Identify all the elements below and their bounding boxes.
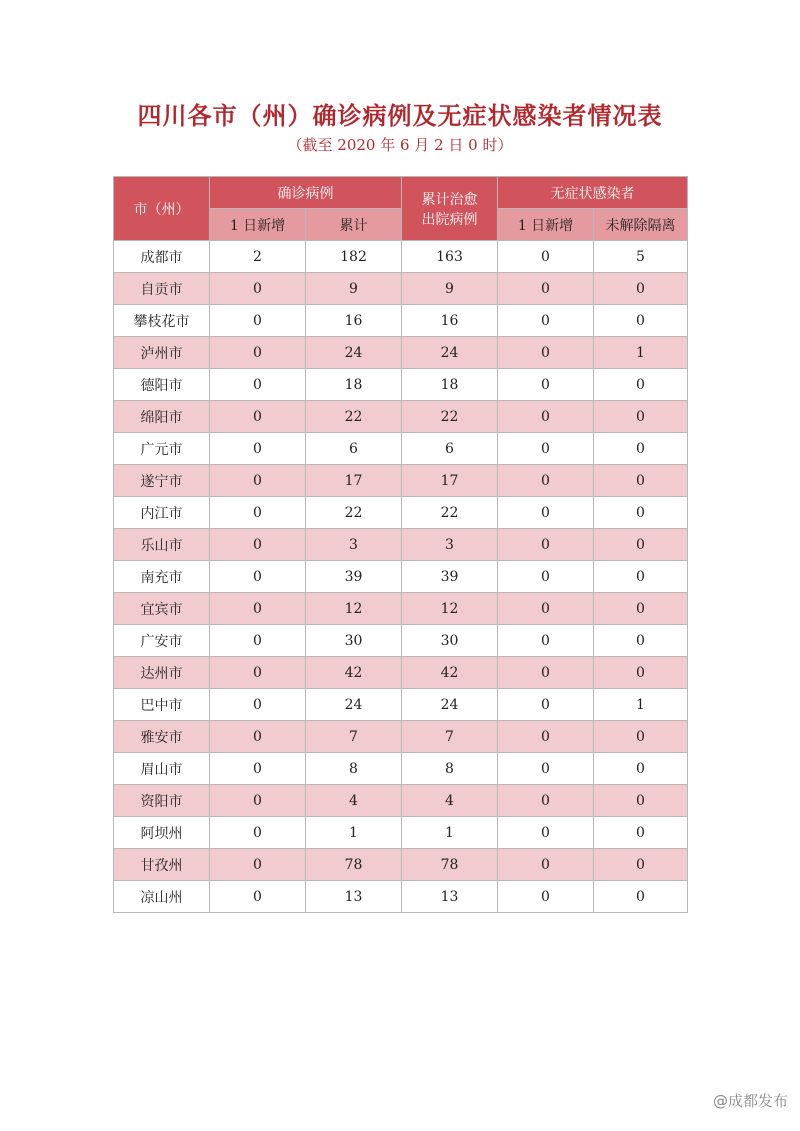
cell-city: 巴中市: [114, 689, 210, 721]
cell-confirmed-total: 182: [306, 241, 402, 273]
table-row: [114, 465, 688, 497]
cell-asym-new: 0: [498, 593, 594, 625]
cell-asym-new: 0: [498, 273, 594, 305]
table-row: [114, 657, 688, 689]
table-row: [114, 561, 688, 593]
cell-recovered: 30: [402, 625, 498, 657]
cell-confirmed-total: 4: [306, 785, 402, 817]
cell-asym-obs: 0: [594, 561, 688, 593]
cell-confirmed-new: 0: [210, 273, 306, 305]
header-asymptomatic: 无症状感染者: [498, 177, 688, 209]
cell-confirmed-total: 30: [306, 625, 402, 657]
table-row: [114, 721, 688, 753]
cell-confirmed-total: 24: [306, 689, 402, 721]
cell-confirmed-total: 24: [306, 337, 402, 369]
cell-asym-new: 0: [498, 817, 594, 849]
table-row: [114, 433, 688, 465]
cell-asym-obs: 1: [594, 337, 688, 369]
cell-asym-obs: 0: [594, 785, 688, 817]
cell-asym-new: 0: [498, 785, 594, 817]
table-row: [114, 497, 688, 529]
cell-asym-obs: 0: [594, 657, 688, 689]
header-asym-new: 1 日新增: [498, 209, 594, 241]
cell-confirmed-new: 0: [210, 369, 306, 401]
table-row: [114, 689, 688, 721]
cell-asym-obs: 0: [594, 305, 688, 337]
cell-recovered: 22: [402, 401, 498, 433]
cell-confirmed-new: 0: [210, 465, 306, 497]
cell-confirmed-new: 0: [210, 849, 306, 881]
cell-asym-new: 0: [498, 529, 594, 561]
cell-asym-new: 0: [498, 305, 594, 337]
cell-confirmed-total: 39: [306, 561, 402, 593]
cell-recovered: 16: [402, 305, 498, 337]
cell-confirmed-total: 78: [306, 849, 402, 881]
cell-confirmed-total: 12: [306, 593, 402, 625]
cell-recovered: 12: [402, 593, 498, 625]
header-asym-obs: 未解除隔离: [594, 209, 688, 241]
cell-city: 宜宾市: [114, 593, 210, 625]
cell-confirmed-total: 17: [306, 465, 402, 497]
cell-asym-new: 0: [498, 753, 594, 785]
cell-city: 南充市: [114, 561, 210, 593]
header-confirmed: 确诊病例: [210, 177, 402, 209]
cell-asym-obs: 0: [594, 753, 688, 785]
cell-asym-new: 0: [498, 337, 594, 369]
table-row: [114, 401, 688, 433]
cell-asym-new: 0: [498, 657, 594, 689]
table-row: [114, 625, 688, 657]
cell-asym-new: 0: [498, 497, 594, 529]
header-confirmed-total: 累计: [306, 209, 402, 241]
table-row: [114, 817, 688, 849]
table-row: [114, 785, 688, 817]
cell-confirmed-new: 0: [210, 593, 306, 625]
cell-confirmed-new: 0: [210, 305, 306, 337]
cell-recovered: 22: [402, 497, 498, 529]
cell-confirmed-total: 42: [306, 657, 402, 689]
cell-confirmed-total: 13: [306, 881, 402, 913]
cell-recovered: 9: [402, 273, 498, 305]
cell-asym-new: 0: [498, 881, 594, 913]
cell-city: 乐山市: [114, 529, 210, 561]
cell-asym-obs: 0: [594, 881, 688, 913]
table-row: [114, 529, 688, 561]
cell-city: 资阳市: [114, 785, 210, 817]
table-row: [114, 753, 688, 785]
cell-asym-new: 0: [498, 689, 594, 721]
cell-confirmed-total: 3: [306, 529, 402, 561]
cell-city: 自贡市: [114, 273, 210, 305]
cell-recovered: 4: [402, 785, 498, 817]
cell-confirmed-new: 2: [210, 241, 306, 273]
cell-asym-obs: 0: [594, 625, 688, 657]
cell-city: 甘孜州: [114, 849, 210, 881]
watermark: @成都发布: [712, 1092, 788, 1110]
cell-confirmed-total: 22: [306, 497, 402, 529]
table-row: [114, 369, 688, 401]
table-row: [114, 273, 688, 305]
cell-confirmed-new: 0: [210, 529, 306, 561]
cell-recovered: 24: [402, 689, 498, 721]
cell-recovered: 39: [402, 561, 498, 593]
cell-recovered: 7: [402, 721, 498, 753]
table-row: [114, 305, 688, 337]
cell-city: 广安市: [114, 625, 210, 657]
cell-asym-obs: 0: [594, 433, 688, 465]
cell-city: 攀枝花市: [114, 305, 210, 337]
cell-confirmed-total: 9: [306, 273, 402, 305]
cell-asym-obs: 0: [594, 593, 688, 625]
cell-confirmed-new: 0: [210, 657, 306, 689]
cell-asym-new: 0: [498, 369, 594, 401]
cell-asym-obs: 0: [594, 497, 688, 529]
cell-asym-new: 0: [498, 465, 594, 497]
cell-recovered: 3: [402, 529, 498, 561]
cell-confirmed-new: 0: [210, 561, 306, 593]
cell-confirmed-total: 7: [306, 721, 402, 753]
cell-recovered: 17: [402, 465, 498, 497]
cell-asym-new: 0: [498, 241, 594, 273]
cell-recovered: 8: [402, 753, 498, 785]
cell-asym-obs: 0: [594, 401, 688, 433]
cell-city: 阿坝州: [114, 817, 210, 849]
cell-city: 内江市: [114, 497, 210, 529]
cell-confirmed-total: 16: [306, 305, 402, 337]
table-body: [114, 241, 688, 913]
cell-confirmed-new: 0: [210, 689, 306, 721]
cell-recovered: 1: [402, 817, 498, 849]
cell-asym-obs: 0: [594, 465, 688, 497]
cell-city: 达州市: [114, 657, 210, 689]
cell-confirmed-new: 0: [210, 785, 306, 817]
cell-asym-new: 0: [498, 561, 594, 593]
cell-asym-new: 0: [498, 625, 594, 657]
header-confirmed-new: 1 日新增: [210, 209, 306, 241]
cell-confirmed-total: 1: [306, 817, 402, 849]
header-city: 市（州）: [114, 177, 210, 241]
cell-asym-new: 0: [498, 849, 594, 881]
cell-asym-obs: 5: [594, 241, 688, 273]
cell-confirmed-total: 8: [306, 753, 402, 785]
page-title: 四川各市（州）确诊病例及无症状感染者情况表: [137, 102, 663, 130]
cell-asym-new: 0: [498, 433, 594, 465]
cell-city: 眉山市: [114, 753, 210, 785]
cell-recovered: 13: [402, 881, 498, 913]
cell-recovered: 42: [402, 657, 498, 689]
cell-confirmed-new: 0: [210, 433, 306, 465]
cell-confirmed-total: 22: [306, 401, 402, 433]
cell-confirmed-total: 18: [306, 369, 402, 401]
cell-recovered: 163: [402, 241, 498, 273]
cell-asym-obs: 0: [594, 369, 688, 401]
cell-recovered: 6: [402, 433, 498, 465]
cell-asym-obs: 0: [594, 273, 688, 305]
cell-asym-obs: 0: [594, 849, 688, 881]
table-row: [114, 593, 688, 625]
cell-asym-obs: 0: [594, 817, 688, 849]
cell-confirmed-new: 0: [210, 625, 306, 657]
cell-confirmed-new: 0: [210, 337, 306, 369]
cell-recovered: 24: [402, 337, 498, 369]
cell-confirmed-new: 0: [210, 401, 306, 433]
cell-confirmed-new: 0: [210, 817, 306, 849]
cell-city: 雅安市: [114, 721, 210, 753]
table-row: [114, 337, 688, 369]
cell-city: 绵阳市: [114, 401, 210, 433]
cell-asym-obs: 0: [594, 721, 688, 753]
cell-confirmed-total: 6: [306, 433, 402, 465]
cell-recovered: 78: [402, 849, 498, 881]
cell-recovered: 18: [402, 369, 498, 401]
cell-city: 成都市: [114, 241, 210, 273]
cell-confirmed-new: 0: [210, 497, 306, 529]
table-row: [114, 881, 688, 913]
cell-city: 德阳市: [114, 369, 210, 401]
cell-confirmed-new: 0: [210, 721, 306, 753]
cell-confirmed-new: 0: [210, 881, 306, 913]
table-row: [114, 849, 688, 881]
cases-table: [113, 176, 688, 913]
page-subtitle: （截至 2020 年 6 月 2 日 0 时）: [287, 136, 513, 154]
table-row: [114, 241, 688, 273]
cell-asym-new: 0: [498, 721, 594, 753]
header-recovered: 累计治愈出院病例: [402, 177, 498, 241]
cell-city: 凉山州: [114, 881, 210, 913]
cell-asym-obs: 1: [594, 689, 688, 721]
cell-confirmed-new: 0: [210, 753, 306, 785]
cell-city: 遂宁市: [114, 465, 210, 497]
cell-city: 广元市: [114, 433, 210, 465]
cell-asym-new: 0: [498, 401, 594, 433]
cell-city: 泸州市: [114, 337, 210, 369]
cell-asym-obs: 0: [594, 529, 688, 561]
